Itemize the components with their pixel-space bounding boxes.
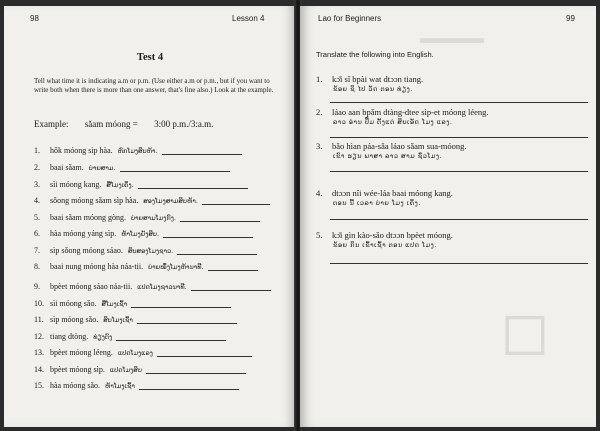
question-roman: baai sǎam móong gòng. xyxy=(50,213,126,222)
translation-roman: bǎo hìan páa-sǎa láao sǎam sua-móong. xyxy=(332,141,467,151)
question-number: 15. xyxy=(34,381,44,390)
question-lao: ແປດໂມງຊາວນາທີ. xyxy=(137,283,187,291)
translation-answer-line[interactable] xyxy=(330,137,588,138)
question-lao: ສີ່ໂມງເຊົ້າ xyxy=(101,300,128,308)
test-title: Test 4 xyxy=(136,52,164,63)
answer-line[interactable] xyxy=(191,282,271,291)
translation-number: 3. xyxy=(316,141,323,151)
question-lao: ບ່າຍສາມໂມງກົງ. xyxy=(130,214,176,222)
question-roman: bpèet móong léeng. xyxy=(50,348,113,357)
question-number: 7. xyxy=(34,246,40,255)
left-header: Lesson 4 xyxy=(232,14,265,23)
question-number: 4. xyxy=(34,196,40,205)
question-roman: hàa móong yáng sìp. xyxy=(50,229,117,238)
example-phrase: sǎam móong = xyxy=(84,119,138,129)
answer-line[interactable] xyxy=(116,332,226,341)
example-answer: 3:00 p.m./3:a.m. xyxy=(154,119,214,129)
question-roman: baai nung móong hàa náa-tii. xyxy=(50,262,144,271)
question-roman: baai sǎam. xyxy=(50,163,84,172)
question-lao: ບ່າຍໜຶ່ງໂມງຫ້ານາທີ. xyxy=(148,263,204,271)
example xyxy=(34,119,227,129)
question-row xyxy=(34,262,258,271)
question-roman: sìi móong kang. xyxy=(50,180,102,189)
translation-number: 1. xyxy=(316,74,323,84)
question-row xyxy=(34,246,257,255)
question-lao: ສິບສອງໂມງຊາວ. xyxy=(127,247,174,255)
question-lao: ສີ່ໂມງເຄິ່ງ. xyxy=(106,181,134,189)
question-row xyxy=(34,229,253,238)
question-number: 10. xyxy=(34,299,44,308)
answer-line[interactable] xyxy=(139,381,239,390)
translation-roman: kɔ̌i gìn kào-sǎo dtɔɔn bpèet móong. xyxy=(332,230,453,240)
bleed-through: ▬▬▬▬ xyxy=(420,30,484,47)
answer-line[interactable] xyxy=(163,229,253,238)
question-number: 13. xyxy=(34,348,44,357)
question-lao: ສິບໂມງເຊົ້າ xyxy=(103,316,133,324)
translation-answer-line[interactable] xyxy=(330,171,588,172)
translation-row xyxy=(316,107,489,126)
question-row xyxy=(34,332,226,341)
left-page-number: 98 xyxy=(30,14,39,23)
question-row xyxy=(34,365,246,374)
question-row xyxy=(34,196,270,205)
answer-line[interactable] xyxy=(131,299,231,308)
translation-answer-line[interactable] xyxy=(330,102,588,103)
question-row xyxy=(34,315,237,324)
question-row xyxy=(34,348,252,357)
answer-line[interactable] xyxy=(120,163,230,172)
translation-row xyxy=(316,141,467,160)
translation-lao: ລາວ ອ່ານ ປຶ້ມ ຕັ້ງແຕ່ ສິບເອັດ ໂມງ ແລງ. xyxy=(333,118,453,126)
question-row xyxy=(34,180,248,189)
translation-number: 5. xyxy=(316,230,323,240)
example-label: Example: xyxy=(34,119,69,129)
question-number: 11. xyxy=(34,315,44,324)
answer-line[interactable] xyxy=(146,365,246,374)
translation-lao: ເຂົາ ຮຽນ ພາສາ ລາວ ສາມ ຊົ່ວໂມງ. xyxy=(333,152,443,160)
question-lao: ແປດໂມງແລງ xyxy=(117,349,153,357)
translation-answer-line[interactable] xyxy=(330,263,588,264)
question-number: 8. xyxy=(34,262,40,271)
answer-line[interactable] xyxy=(137,315,237,324)
question-row xyxy=(34,213,260,222)
answer-line[interactable] xyxy=(177,246,257,255)
bleed-through-digit: ◻ xyxy=(500,297,550,364)
question-number: 6. xyxy=(34,229,40,238)
translation-row xyxy=(316,188,453,207)
question-roman: bpèet móong sáao náa-tii. xyxy=(50,282,133,291)
question-row xyxy=(34,381,239,390)
right-page xyxy=(300,6,596,427)
question-row xyxy=(34,299,231,308)
question-number: 3. xyxy=(34,180,40,189)
question-row xyxy=(34,146,242,155)
translation-roman: kɔ̌i sǐ bpài wat dtɔɔn tiang. xyxy=(332,74,424,84)
question-lao: ບ່າຍສາມ. xyxy=(88,164,116,172)
left-page xyxy=(4,6,296,427)
translate-instructions: Translate the following into English. xyxy=(316,50,434,59)
question-number: 14. xyxy=(34,365,44,374)
answer-line[interactable] xyxy=(180,213,260,222)
question-row xyxy=(34,163,230,172)
translation-number: 2. xyxy=(316,107,323,117)
right-header: Lao for Beginners xyxy=(318,14,382,23)
question-roman: sìi móong sǎo. xyxy=(50,299,97,308)
question-roman: hàa móong sǎo. xyxy=(50,381,100,390)
question-roman: hǒk móong sìp hàa. xyxy=(50,146,113,155)
answer-line[interactable] xyxy=(202,196,270,205)
translation-row xyxy=(316,74,423,93)
translation-lao: ຂ້ອຍ ກິນ ເຂົ້າເຊົ້າ ຕອນ ແປດ ໂມງ. xyxy=(333,241,437,249)
answer-line[interactable] xyxy=(157,348,252,357)
question-roman: tiang dtòng. xyxy=(50,332,89,341)
question-lao: ແປດໂມງສິບ xyxy=(109,366,142,374)
translation-lao: ຂ້ອຍ ຊິ ໄປ ວັດ ຕອນ ທ່ຽງ. xyxy=(333,85,413,93)
answer-line[interactable] xyxy=(208,262,258,271)
question-lao: ທ່ຽງຕົງ xyxy=(93,333,113,341)
question-number: 5. xyxy=(34,213,40,222)
question-lao: ສອງໂມງສາມສິບຫ້າ. xyxy=(143,197,198,205)
question-number: 12. xyxy=(34,332,44,341)
translation-row xyxy=(316,230,453,249)
question-lao: ຫ້າໂມງເຊົ້າ xyxy=(105,382,135,390)
translation-roman: dtɔɔn nîi wée-láa baai móong kang. xyxy=(332,188,453,198)
translation-answer-line[interactable] xyxy=(330,219,588,220)
question-roman: bpèet móong sìp. xyxy=(50,365,105,374)
question-roman: sìp móong sǎo. xyxy=(50,315,99,324)
answer-line[interactable] xyxy=(162,146,242,155)
test-instructions: Tell what time it is indicating a.m or p.m. (Use either a.m or p.m., but if you want to write both when there is more than one answer, that's fine also.) Look at the example. xyxy=(34,77,274,94)
question-number: 9. xyxy=(34,282,40,291)
answer-line[interactable] xyxy=(138,180,248,189)
question-roman: sìp sǒong móong sáao. xyxy=(50,246,123,255)
question-number: 2. xyxy=(34,163,40,172)
translation-roman: láao aan bpǎm dtàng-dtee sìp-et móong léeng. xyxy=(332,107,489,117)
question-number: 1. xyxy=(34,146,40,155)
right-page-number: 99 xyxy=(566,14,575,23)
translation-number: 4. xyxy=(316,188,323,198)
question-roman: sǒong móong sǎam sìp hàa. xyxy=(50,196,139,205)
question-lao: ຫ້າໂມງຍັງສິບ. xyxy=(121,230,160,238)
translation-lao: ຕອນ ນີ້ ເວລາ ບ່າຍ ໂມງ ເຄິ່ງ. xyxy=(333,199,421,207)
question-lao: ຫົກໂມງສິບຫ້າ. xyxy=(117,147,158,155)
question-row xyxy=(34,282,271,291)
